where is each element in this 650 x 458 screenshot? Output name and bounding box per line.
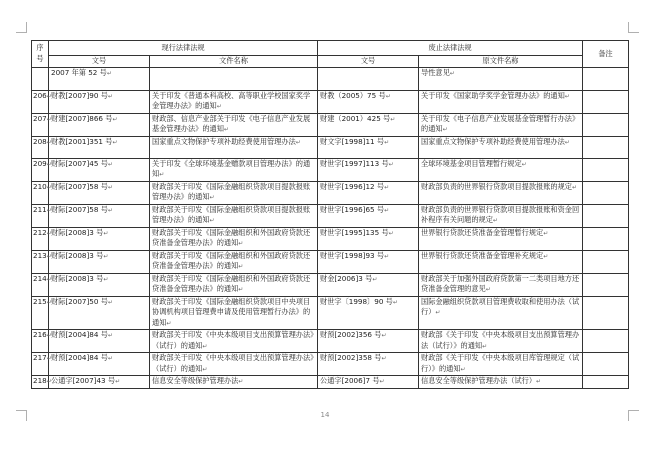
abolished-doc-no-text: 财世字[1997]113 号 — [320, 158, 389, 168]
row-number-text: 211 — [33, 204, 47, 214]
current-doc-no-cell — [46, 181, 150, 204]
row-number-cell — [32, 67, 49, 90]
abolished-doc-no-cell — [318, 136, 419, 158]
paragraph-mark: ↵ — [485, 286, 491, 293]
row-number-text: 208 — [33, 136, 47, 146]
remarks-cell — [583, 67, 629, 90]
current-laws-header: 现行法律法规 — [49, 41, 318, 56]
current-file-name-cell — [150, 113, 318, 136]
row-number-cell — [32, 158, 52, 181]
current-doc-no-cell — [46, 296, 150, 330]
abolished-file-name-text: 国际金融组织贷款项目管理费收取和使用办法（试行） — [421, 296, 580, 316]
abolished-doc-no-cell — [318, 376, 419, 389]
abolished-file-name-text: 国家重点文物保护专项补助经费使用管理办法 — [421, 136, 565, 146]
paragraph-mark: ↵ — [103, 275, 109, 283]
current-doc-no-text: 财建[2007]866 号 — [51, 113, 113, 123]
paragraph-mark: ↵ — [384, 183, 390, 191]
remarks-cell — [583, 204, 629, 227]
paragraph-mark: ↵ — [46, 92, 52, 100]
current-doc-no-cell — [46, 227, 150, 250]
paragraph-mark: ↵ — [492, 217, 498, 224]
row-number-cell — [32, 90, 52, 113]
abolished-file-name-text: 财政部负责的世界银行贷款项目提款报账和资金回补程序有关问题的规定 — [421, 204, 580, 224]
paragraph-mark: ↵ — [46, 332, 52, 339]
row-number-cell — [32, 353, 52, 376]
paragraph-mark: ↵ — [103, 229, 109, 237]
abolished-file-name-text: 关于印发《电子信息产业发展基金管理暂行办法》的通知 — [421, 113, 580, 133]
current-file-name-text: 财政部关于印发《国际金融组织和外国政府贷款还贷准备金管理办法》的通知 — [152, 227, 311, 247]
remarks-cell — [583, 330, 629, 353]
current-file-name-text: 关于印发《全球环境基金赠款项目管理办法》的通知 — [152, 158, 311, 178]
row-number-cell — [32, 250, 52, 273]
current-doc-no-cell — [46, 353, 150, 376]
abolished-doc-no-cell — [318, 273, 419, 296]
row-number-cell — [32, 330, 52, 353]
abolished-doc-no-text: 公通字[2006]7 号 — [320, 376, 380, 385]
table-row — [32, 273, 629, 296]
paragraph-mark: ↵ — [46, 206, 52, 214]
abolished-doc-no-cell — [318, 330, 419, 353]
abolished-file-name-text: 关于印发《国家助学奖学金管理办法》的通知 — [421, 90, 565, 100]
current-doc-no-text: 财际[2007]45 号 — [51, 158, 108, 168]
abolished-file-name-cell — [419, 227, 583, 250]
current-file-name-cell — [150, 136, 318, 158]
abolished-doc-no-cell — [318, 113, 419, 136]
current-doc-no-cell — [46, 158, 150, 181]
table-row — [32, 136, 629, 158]
paragraph-mark: ↵ — [46, 355, 52, 362]
remarks-cell — [583, 250, 629, 273]
current-doc-no-text: 财预[2004]84 号 — [51, 353, 108, 362]
abolished-file-name-cell — [419, 158, 583, 181]
paragraph-mark: ↵ — [107, 183, 113, 191]
paragraph-mark: ↵ — [46, 275, 52, 283]
current-doc-no-cell — [46, 250, 150, 273]
current-file-name-text: 关于印发《普通本科高校、高等职业学校国家奖学金管理办法》的通知 — [152, 90, 311, 110]
table-body — [32, 67, 629, 389]
current-file-name-text: 财政部、信息产业部关于印发《电子信息产业发展基金管理办法》的通知 — [152, 113, 311, 133]
abolished-file-name-cell — [419, 250, 583, 273]
current-doc-no-text: 财际[2008]3 号 — [51, 227, 104, 237]
paragraph-mark: ↵ — [46, 138, 52, 146]
abolished-doc-no-text: 财建（2001）425 号 — [320, 113, 391, 123]
remarks-cell — [583, 296, 629, 330]
row-number-text: 218 — [33, 376, 47, 385]
current-file-name-text: 国家重点文物保护专项补助经费使用管理办法 — [152, 136, 296, 146]
current-file-name-cell — [150, 273, 318, 296]
paragraph-mark: ↵ — [166, 319, 172, 327]
current-doc-no-cell — [46, 376, 150, 389]
table-row — [32, 90, 629, 113]
abolished-doc-no-text: 财世字[1998]93 号 — [320, 250, 385, 260]
page-number: 14 — [320, 411, 330, 419]
abolished-doc-no-text: 财教（2005）75 号 — [320, 90, 386, 100]
abolished-doc-no-header: 文号 — [318, 56, 419, 68]
current-file-name-cell — [150, 67, 318, 90]
current-file-name-cell — [150, 330, 318, 353]
paragraph-mark: ↵ — [106, 69, 112, 77]
current-file-name-cell — [150, 227, 318, 250]
current-doc-no-cell — [49, 67, 150, 90]
paragraph-mark: ↵ — [449, 69, 455, 77]
abolished-doc-no-cell — [318, 158, 419, 181]
page-corner-mark — [16, 22, 27, 33]
current-doc-no-text: 财际[2008]3 号 — [51, 250, 104, 260]
abolished-doc-no-text: 财金[2006]3 号 — [320, 273, 373, 283]
remarks-cell — [583, 353, 629, 376]
paragraph-mark: ↵ — [209, 217, 215, 224]
paragraph-mark: ↵ — [295, 138, 301, 146]
row-number-cell — [32, 204, 52, 227]
row-number-text: 212 — [33, 227, 47, 237]
paragraph-mark: ↵ — [115, 378, 121, 385]
table-row — [32, 330, 629, 353]
table-row — [32, 353, 629, 376]
row-number-cell — [32, 181, 52, 204]
current-doc-no-header: 文号 — [49, 56, 150, 68]
current-file-name-text: 财政部关于印发《国际金融组织和外国政府贷款还贷准备金管理办法》的通知 — [152, 250, 311, 270]
current-doc-no-cell — [46, 113, 150, 136]
row-number-cell — [32, 376, 52, 389]
current-doc-no-cell — [46, 90, 150, 113]
current-file-name-header: 文件名称 — [150, 56, 318, 68]
abolished-file-name-text: 信息安全等级保护管理办法（试行） — [421, 376, 537, 385]
row-number-text: 206 — [33, 90, 47, 100]
current-file-name-text: 财政部关于印发《国际金融组织贷款项目提款报账管理办法》的通知 — [152, 181, 311, 201]
remarks-cell — [583, 273, 629, 296]
paragraph-mark: ↵ — [442, 126, 448, 133]
paragraph-mark: ↵ — [372, 275, 378, 283]
paragraph-mark: ↵ — [112, 115, 118, 123]
law-comparison-table — [31, 40, 629, 389]
paragraph-mark: ↵ — [46, 183, 52, 191]
current-file-name-cell — [150, 296, 318, 330]
paragraph-mark: ↵ — [384, 138, 390, 146]
remarks-header: 备注 — [583, 41, 629, 68]
table-row — [32, 376, 629, 389]
abolished-file-name-cell — [419, 181, 583, 204]
row-number-cell — [32, 296, 52, 330]
current-doc-no-text: 2007 年第 52 号 — [51, 67, 107, 77]
paragraph-mark: ↵ — [238, 286, 244, 293]
current-doc-no-text: 财际[2007]58 号 — [51, 204, 108, 214]
seq-header: 序号 — [32, 41, 49, 68]
abolished-file-name-cell — [419, 113, 583, 136]
abolished-file-name-text: 世界银行贷款还贷准备金管理暂行规定 — [421, 227, 544, 237]
abolished-file-name-cell — [419, 204, 583, 227]
current-doc-no-text: 财际[2007]50 号 — [51, 296, 108, 306]
abolished-file-name-text: 全球环境基金项目管理暂行规定 — [421, 158, 522, 168]
paragraph-mark: ↵ — [385, 92, 391, 100]
current-file-name-cell — [150, 181, 318, 204]
remarks-cell — [583, 227, 629, 250]
row-number-text: 217 — [33, 353, 47, 362]
paragraph-mark: ↵ — [107, 206, 113, 214]
abolished-doc-no-text: 财文字[1998]11 号 — [320, 136, 385, 146]
table-row — [32, 204, 629, 227]
abolished-file-name-cell — [419, 273, 583, 296]
paragraph-mark: ↵ — [564, 92, 570, 100]
paragraph-mark: ↵ — [384, 252, 390, 260]
row-number-text: 207 — [33, 113, 47, 123]
remarks-cell — [583, 136, 629, 158]
table-row — [32, 113, 629, 136]
paragraph-mark: ↵ — [238, 263, 244, 270]
paragraph-mark: ↵ — [202, 342, 208, 350]
row-number-text: 213 — [33, 250, 47, 260]
abolished-file-name-header: 原文件名称 — [419, 56, 583, 68]
abolished-doc-no-text: 财世字[1995]135 号 — [320, 227, 389, 237]
abolished-doc-no-cell — [318, 296, 419, 330]
abolished-doc-no-cell — [318, 204, 419, 227]
paragraph-mark: ↵ — [571, 183, 577, 191]
paragraph-mark: ↵ — [159, 171, 165, 178]
current-file-name-text: 财政部关于印发《中央本级项目支出预算管理办法》（试行）的通知 — [152, 330, 314, 350]
page-corner-mark — [628, 22, 639, 33]
row-number-cell — [32, 273, 52, 296]
current-file-name-cell — [150, 158, 318, 181]
remarks-cell — [583, 113, 629, 136]
paragraph-mark: ↵ — [564, 138, 570, 146]
row-number-text: 214 — [33, 273, 47, 283]
table-row — [32, 67, 629, 90]
abolished-doc-no-text: 财预[2002]358 号 — [320, 353, 382, 362]
paragraph-mark: ↵ — [216, 103, 222, 110]
abolished-doc-no-text: 财世字[1996]12 号 — [320, 181, 385, 191]
paragraph-mark: ↵ — [388, 229, 394, 237]
abolished-doc-no-cell — [318, 227, 419, 250]
paragraph-mark: ↵ — [381, 355, 387, 362]
paragraph-mark: ↵ — [46, 160, 52, 168]
paragraph-mark: ↵ — [107, 298, 113, 306]
row-number-cell — [32, 113, 52, 136]
abolished-doc-no-text: 财世字[1996]65 号 — [320, 204, 385, 214]
abolished-file-name-cell — [419, 330, 583, 353]
table-row — [32, 181, 629, 204]
row-number-text: 215 — [33, 296, 47, 306]
abolished-file-name-cell — [419, 376, 583, 389]
paragraph-mark: ↵ — [390, 115, 396, 123]
paragraph-mark: ↵ — [435, 309, 441, 316]
paragraph-mark: ↵ — [460, 365, 466, 373]
table-row — [32, 250, 629, 273]
current-file-name-cell — [150, 376, 318, 389]
paragraph-mark: ↵ — [543, 252, 549, 260]
abolished-file-name-text: 财政部《关于印发《中央本级项目支出预算管理办法（试行）》的通知 — [421, 330, 580, 350]
table-row — [32, 227, 629, 250]
remarks-cell — [583, 181, 629, 204]
paragraph-mark: ↵ — [103, 252, 109, 260]
paragraph-mark: ↵ — [384, 206, 390, 214]
abolished-doc-no-cell — [318, 67, 419, 90]
abolished-file-name-cell — [419, 353, 583, 376]
row-number-text: 216 — [33, 330, 47, 339]
paragraph-mark: ↵ — [379, 378, 385, 385]
current-file-name-text: 财政部关于印发《国际金融组织贷款项目提款报账管理办法》的通知 — [152, 204, 311, 224]
paragraph-mark: ↵ — [107, 92, 113, 100]
current-doc-no-text: 财教[2001]351 号 — [51, 136, 113, 146]
current-doc-no-text: 财预[2004]84 号 — [51, 330, 108, 339]
paragraph-mark: ↵ — [388, 160, 394, 168]
paragraph-mark: ↵ — [536, 378, 542, 385]
current-file-name-text: 财政部关于印发《国际金融组织和外国政府贷款还贷准备金管理办法》的通知 — [152, 273, 311, 293]
current-doc-no-text: 财际[2007]58 号 — [51, 181, 108, 191]
paragraph-mark: ↵ — [46, 298, 52, 306]
abolished-file-name-cell — [419, 67, 583, 90]
paragraph-mark: ↵ — [46, 229, 52, 237]
paragraph-mark: ↵ — [107, 332, 113, 339]
paragraph-mark: ↵ — [238, 378, 244, 385]
current-doc-no-cell — [46, 273, 150, 296]
current-file-name-cell — [150, 353, 318, 376]
abolished-laws-header: 废止法律法规 — [318, 41, 583, 56]
abolished-file-name-text: 财政部《关于印发《中央本级项目库管理规定（试行）》的通知 — [421, 353, 580, 373]
current-doc-no-text: 财教[2007]90 号 — [51, 90, 108, 100]
table-row — [32, 296, 629, 330]
row-number-text: 209 — [33, 158, 47, 168]
abolished-file-name-text: 财政部负责的世界银行贷款项目提款报账的规定 — [421, 181, 572, 191]
remarks-cell — [583, 158, 629, 181]
paragraph-mark: ↵ — [209, 194, 215, 201]
row-number-cell — [32, 227, 52, 250]
remarks-cell — [583, 90, 629, 113]
paragraph-mark: ↵ — [543, 229, 549, 237]
current-file-name-cell — [150, 250, 318, 273]
current-file-name-cell — [150, 90, 318, 113]
paragraph-mark: ↵ — [202, 365, 208, 373]
paragraph-mark: ↵ — [46, 378, 52, 385]
paragraph-mark: ↵ — [482, 342, 488, 350]
current-file-name-text: 信息安全等级保护管理办法 — [152, 376, 239, 385]
remarks-cell — [583, 376, 629, 389]
current-file-name-text: 财政部关于印发《中央本级项目支出预算管理办法》（试行）的通知 — [152, 353, 314, 373]
paragraph-mark: ↵ — [107, 160, 113, 168]
row-number-text: 210 — [33, 181, 47, 191]
table-row — [32, 158, 629, 181]
paragraph-mark: ↵ — [46, 115, 52, 123]
paragraph-mark: ↵ — [238, 240, 244, 247]
abolished-doc-no-text: 财世字〔1998〕90 号 — [320, 296, 393, 306]
abolished-doc-no-text: 财预[2002]356 号 — [320, 330, 382, 339]
paragraph-mark: ↵ — [381, 332, 387, 339]
abolished-file-name-text: 财政部关于加强外国政府贷款第一二类项目地方还贷准备金管理的意见 — [421, 273, 580, 293]
abolished-file-name-text: 世界银行贷款还贷准备金管理补充规定 — [421, 250, 544, 260]
paragraph-mark: ↵ — [112, 138, 118, 146]
current-doc-no-text: 财际[2008]3 号 — [51, 273, 104, 283]
current-file-name-cell — [150, 204, 318, 227]
current-doc-no-cell — [46, 204, 150, 227]
paragraph-mark: ↵ — [223, 126, 229, 133]
abolished-file-name-text: 导性意见 — [421, 67, 450, 77]
paragraph-mark: ↵ — [46, 252, 52, 260]
paragraph-mark: ↵ — [392, 298, 398, 306]
current-doc-no-text: 公通字[2007]43 号 — [51, 376, 116, 385]
current-file-name-text: 财政部关于印发《国际金融组织贷款项目中央项目协调机构项目管理费申请及使用管理暂行办法》的通知 — [152, 296, 311, 327]
abolished-doc-no-cell — [318, 90, 419, 113]
paragraph-mark: ↵ — [107, 355, 113, 362]
abolished-file-name-cell — [419, 136, 583, 158]
abolished-doc-no-cell — [318, 250, 419, 273]
abolished-doc-no-cell — [318, 353, 419, 376]
current-doc-no-cell — [46, 136, 150, 158]
abolished-file-name-cell — [419, 296, 583, 330]
row-number-cell — [32, 136, 52, 158]
abolished-doc-no-cell — [318, 181, 419, 204]
current-doc-no-cell — [46, 330, 150, 353]
paragraph-mark: ↵ — [521, 160, 527, 168]
abolished-file-name-cell — [419, 90, 583, 113]
